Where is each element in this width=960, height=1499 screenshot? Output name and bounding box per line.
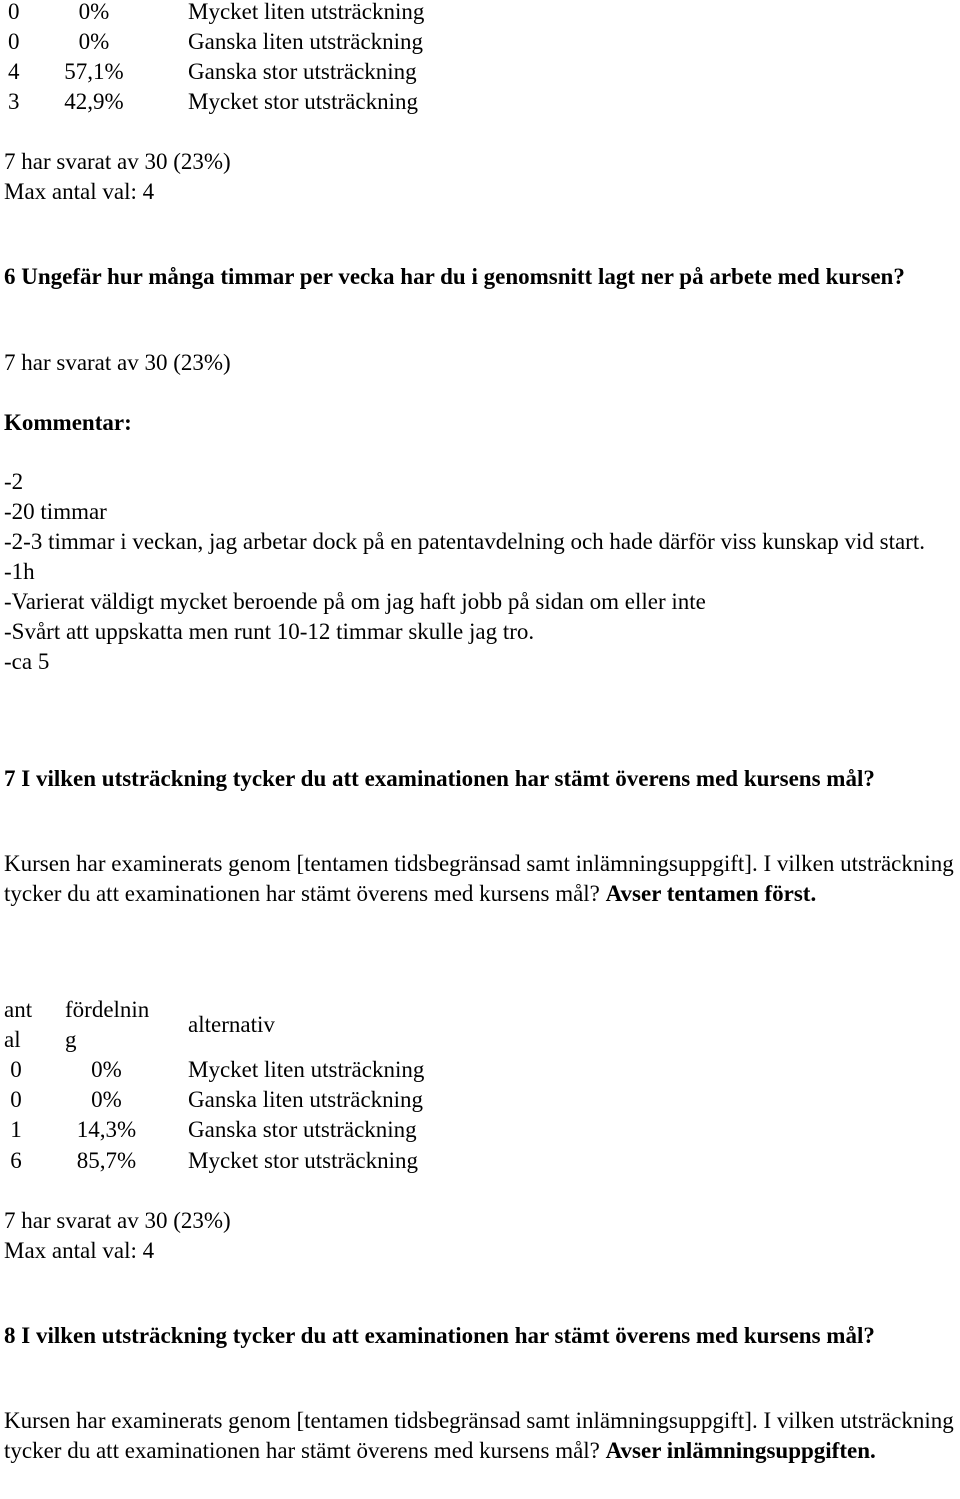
percent-cell: 85,7% [76, 1148, 137, 1173]
comment: -1h [4, 559, 35, 584]
percent-cell: 42,9% [64, 89, 124, 114]
count-cell: 3 [8, 89, 20, 114]
option-cell: Ganska stor utsträckning [188, 1117, 417, 1142]
option-cell: Mycket stor utsträckning [188, 89, 418, 114]
header-alternativ: alternativ [188, 1012, 275, 1037]
percent-cell: 0% [91, 1087, 122, 1112]
comment: -2-3 timmar i veckan, jag arbetar dock på en patentavdelning och hade därför viss kunskap vid start. [4, 529, 925, 554]
count-cell: 1 [10, 1117, 22, 1142]
table-row [0, 57, 960, 87]
comment: -2 [4, 469, 24, 494]
count-cell: 4 [8, 59, 20, 84]
option-cell: Mycket liten utsträckning [188, 0, 425, 24]
comment-label: Kommentar: [4, 410, 132, 435]
comments-list [4, 467, 959, 677]
option-cell: Mycket liten utsträckning [188, 1057, 425, 1082]
header-antal-line2: al [4, 1027, 21, 1052]
percent-cell: 57,1% [64, 59, 124, 84]
question-7-description [4, 849, 959, 909]
header-fordelning-line2: g [65, 1027, 77, 1052]
comment: -20 timmar [4, 499, 107, 524]
question-6-title: 6 Ungefär hur många timmar per vecka har du i genomsnitt lagt ner på arbete med kursen? [4, 264, 905, 289]
response-count: 7 har svarat av 30 (23%) [4, 149, 231, 174]
response-count: 7 har svarat av 30 (23%) [4, 350, 231, 375]
question-7-title: 7 I vilken utsträckning tycker du att examinationen har stämt överens med kursens mål? [4, 766, 875, 791]
comment: -ca 5 [4, 649, 50, 674]
count-cell: 0 [8, 29, 20, 54]
option-cell: Ganska liten utsträckning [188, 1087, 424, 1112]
header-antal-line1: ant [4, 997, 33, 1022]
count-cell: 0 [8, 0, 20, 24]
table-row [0, 1115, 960, 1145]
description-emphasis: Avser tentamen först. [605, 881, 817, 906]
comment: -Varierat väldigt mycket beroende på om jag haft jobb på sidan om eller inte [4, 589, 706, 614]
option-cell: Mycket stor utsträckning [188, 1148, 418, 1173]
table-row [0, 87, 960, 117]
question-8-title: 8 I vilken utsträckning tycker du att examinationen har stämt överens med kursens mål? [4, 1323, 875, 1348]
option-cell: Ganska stor utsträckning [188, 59, 417, 84]
max-choices: Max antal val: 4 [4, 1238, 155, 1263]
count-cell: 0 [10, 1057, 22, 1082]
question-8-description [4, 1406, 959, 1466]
table-row [0, 0, 960, 27]
count-cell: 6 [10, 1148, 22, 1173]
percent-cell: 14,3% [76, 1117, 137, 1142]
table-row [0, 1085, 960, 1115]
percent-cell: 0% [91, 1057, 122, 1082]
description-text: Kursen har examinerats genom [tentamen tidsbegränsad samt inlämningsuppgift]. I vilken utsträckning tycker du att examinationen har stämt överens med kursens mål? [4, 851, 954, 906]
count-cell: 0 [10, 1087, 22, 1112]
response-count: 7 har svarat av 30 (23%) [4, 1208, 231, 1233]
table-row [0, 27, 960, 57]
description-text: Kursen har examinerats genom [tentamen tidsbegränsad samt inlämningsuppgift]. I vilken utsträckning tycker du att examinationen har stämt överens med kursens mål? [4, 1408, 954, 1463]
header-fordelning-line1: fördelnin [65, 997, 150, 1022]
percent-cell: 0% [78, 0, 110, 24]
description-emphasis: Avser inlämningsuppgiften. [605, 1438, 876, 1463]
max-choices: Max antal val: 4 [4, 179, 155, 204]
option-cell: Ganska liten utsträckning [188, 29, 424, 54]
comment: -Svårt att uppskatta men runt 10-12 timmar skulle jag tro. [4, 619, 535, 644]
table-row [0, 1055, 960, 1085]
percent-cell: 0% [78, 29, 110, 54]
table-row [0, 1146, 960, 1176]
